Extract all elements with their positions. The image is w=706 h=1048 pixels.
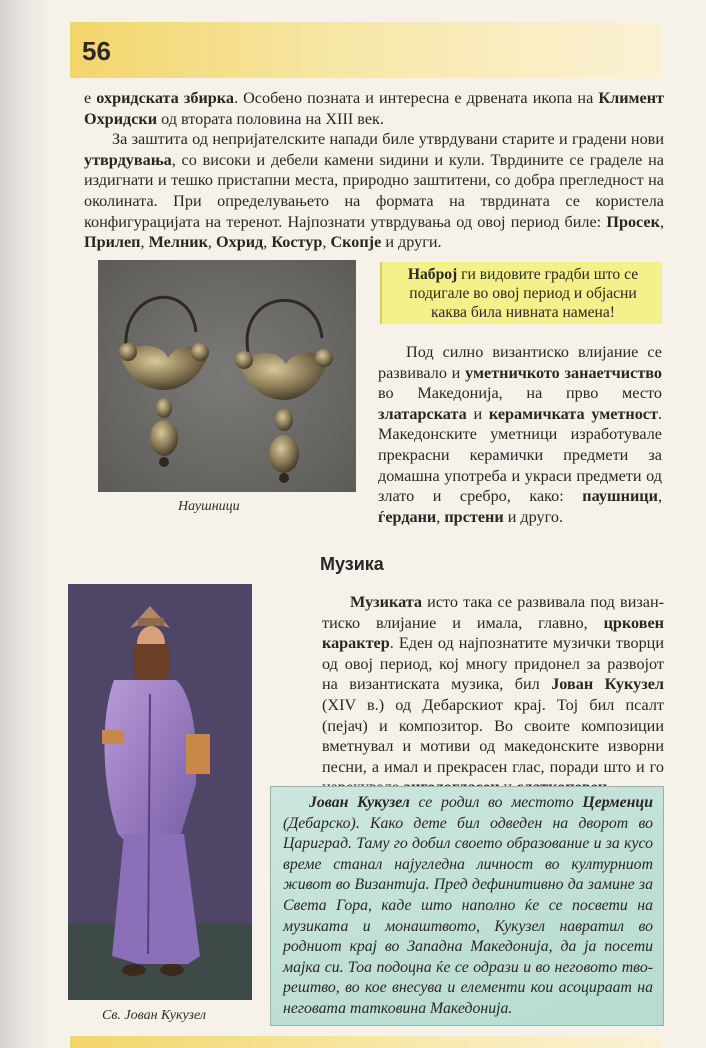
saint-caption: Св. Јован Кукузел (102, 1008, 206, 1023)
saint-painting (68, 584, 252, 1000)
craft-text (378, 342, 662, 527)
task-box (380, 262, 662, 324)
header-band (70, 22, 662, 78)
task-text: Наброј ги видовите градби што се подигале во овој период и објасни каква била нивната намена! (407, 266, 639, 321)
page-binding-shadow (0, 0, 52, 1048)
intro-paragraph-1: е охридската збирка. Особено позната и интересна е дрвената икопа на Климент Охридски од втората половина на XIII век. (84, 89, 665, 128)
music-paragraph: Музиката исто така се развивала под византиско влијание и имала, главно, црковен карактер. Еден од најпознатите музички творци од овој период, кој многу придонел за развојот на византиската музика, бил Јован Кукузел (XIV в.) од Дебарскиот крај. Тој бил псалт (пејач) и композитор. Во своите композиции вметнувал и мотиви од македонските изворни песни, а имал и прекрасен глас, поради што и го (322, 593, 664, 776)
section-title-music: Музика (320, 554, 384, 574)
footer-band (70, 1036, 662, 1048)
music-text (322, 592, 664, 798)
intro-paragraph-2: За заштита од непријателските напади биле утврдувани старите и градени нови утврдувања, со високи и дебели камени ѕидини и кули. Тврдините се граделе на издигнати и тешко пристапни места, природно заштитени, со добра прегледност на околината. При определувањето на формата на тврдината се користела конфигурацијата на теренот. Најпознати утврдувања од овој период биле: Просек, Прилеп, Мелник, Охрид, Костур, Скопје и други. (84, 130, 664, 252)
biography-text: Јован Кукузел се родил во местото Церменци (Дебарско). Како дете бил одведен на дворот во Цариград. Таму го добил своето образование и за кусо време станал најугледна личност во културниот живот во Византија. Пред дефинитивно да замине за Света Гора, каде што наполно ќе се посвети на музиката и монаштвото, Кукузел навратил во родниот крај во Западна Македонија, да ја посети мајка си. Тоа подоцна ќе се одрази и во неговото творештво, во кое внесува и елементи кои асоцираат на неговата татковина Македонија. (283, 794, 653, 1017)
saint-illustration (68, 584, 252, 1000)
page-number: 56 (82, 36, 111, 66)
biography-box (270, 786, 664, 1026)
earrings-caption: Наушници (178, 499, 240, 514)
earrings-photo (98, 260, 356, 492)
craft-paragraph: Под силно византиско влијание се развивало и уметничкото занаетчиство во Македонија, на прво место златарската и керамичката уметност. Македонските уметници изработувале прекрасни керамички предмети за домашна употреба и украси предмети од злато и сребро, како: паушници, ѓердани, прстени и друго. (378, 343, 662, 526)
earrings-illustration (98, 260, 356, 492)
intro-text (84, 88, 664, 253)
